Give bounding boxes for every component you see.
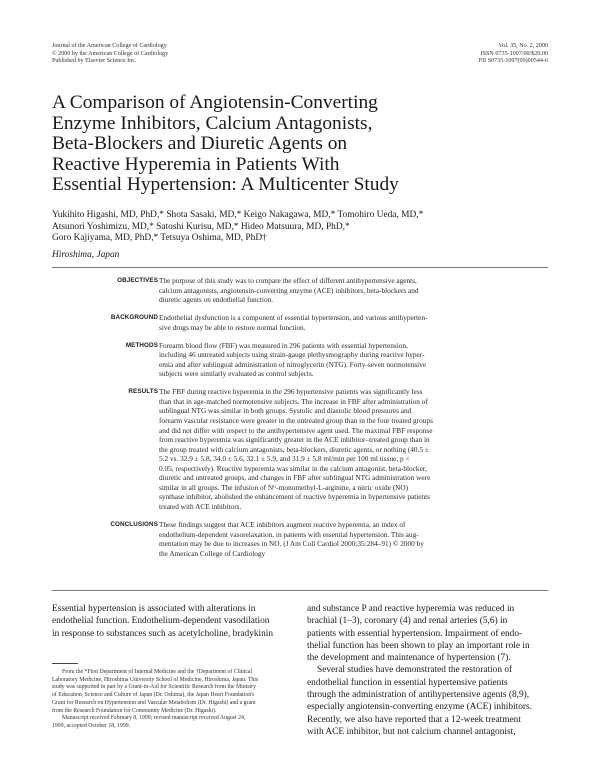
abstract-line: than that in age-matched normotensive subjects. The increase in FBF after administration of: [159, 396, 428, 406]
abstract-line: the American College of Cardiology: [159, 548, 266, 558]
structured-abstract: [52, 276, 548, 567]
affiliation-footnote: [52, 669, 296, 731]
abstract-line: 0.05, respectively). Reactive hyperemia was similar in the calcium antagonist, beta-blocker,: [159, 463, 427, 473]
abstract-line: The purpose of this study was to compare the effect of different antihypertensive agents,: [159, 276, 417, 285]
body-line: brachial (1–3), coronary (4) and renal arteries (5,6) in: [307, 616, 508, 627]
title-line: Beta-Blockers and Diuretic Agents on: [52, 133, 348, 155]
body-line: patients with essential hypertension. Impairment of endo-: [307, 628, 523, 639]
journal-name: Journal of the American College of Cardiology: [52, 43, 167, 49]
abstract-line: The FBF during reactive hyperemia in the 296 hypertensive patients was significantly less: [159, 387, 423, 397]
section-body: [159, 276, 548, 305]
body-line: [307, 664, 548, 676]
body-line-text: Several studies have demonstrated the restoration of: [317, 665, 513, 676]
body-line: thelial function has been shown to play an important role in: [307, 640, 530, 651]
abstract-methods: [52, 341, 548, 379]
title-line: Reactive Hyperemia in Patients With: [52, 153, 340, 175]
abstract-line: emia and after sublingual administration of nitroglycerin (NTG). Forty-seven normotensive: [159, 359, 427, 369]
abstract-line: sive drugs may be able to restore normal function.: [159, 322, 306, 332]
body-line: especially angiotensin-converting enzyme (ACE) inhibitors.: [307, 702, 532, 713]
abstract-line: from reactive hyperemia was significantly greater in the ACE inhibitor–treated group than in: [159, 435, 430, 445]
footnote-line: [52, 669, 296, 677]
section-label: CONCLUSIONS: [110, 520, 158, 528]
section-label: OBJECTIVES: [117, 277, 158, 284]
abstract-line: 5.2 vs. 32.9 ± 5.8, 34.0 ± 5.6, 32.1 ± 5.9, and 31.9 ± 5.8 ml/min per 100 ml tissue, p <: [159, 454, 410, 464]
author-line: Yukihito Higashi, MD, PhD,* Shota Sasaki, MD,* Keigo Nakagawa, MD,* Tomohiro Ueda, MD,*: [52, 210, 424, 220]
footnote-line: Grant for Research on Hypertension and Vascular Metabolism (Dr. Higashi) and a grant: [52, 699, 256, 706]
abstract-line: and did not differ with respect to the antihypertensive agent used. The maximal FBF response: [159, 425, 433, 435]
abstract-objectives: [52, 276, 548, 305]
body-line: with ACE inhibitor, but not calcium channel antagonist,: [307, 726, 516, 737]
abstract-line: subjects were similarly evaluated as control subjects.: [159, 369, 314, 379]
abstract-background: [52, 313, 548, 332]
body-line: Recently, we also have reported that a 12-week treatment: [307, 714, 521, 725]
copyright-line: © 2000 by the American College of Cardiology: [52, 50, 169, 57]
abstract-line: sublingual NTG was similar in both groups. Systolic and diastolic blood pressures and: [159, 406, 412, 416]
body-column-right: [307, 603, 548, 738]
abstract-line: Forearm blood flow (FBF) was measured in 296 patients with essential hypertension,: [159, 340, 408, 350]
publisher-line: Published by Elsevier Science Inc.: [52, 58, 137, 65]
title-line: Essential Hypertension: A Multicenter Study: [52, 174, 399, 196]
issn: ISSN 0735-1097/00/$20.00: [480, 50, 548, 57]
abstract-line: mentation may be due to increases in NO. (J Am Coll Cardiol 2000;35:284–91) © 2000 by: [159, 539, 424, 549]
abstract-line: similar in all groups. The infusion of Nᴳ-monomethyl-L-arginine, a nitric oxide (NO): [159, 482, 409, 492]
abstract-line: synthase inhibitor, abolished the enhancement of reactive hyperemia in hypertensive patients: [159, 492, 431, 502]
author-line: Goro Kajiyama, MD, PhD,* Tetsuya Oshima, MD, PhD†: [52, 233, 267, 244]
abstract-line: endothelium-dependent vasorelaxation, in patients with essential hypertension. This aug-: [159, 529, 419, 539]
abstract-bottom-rule: [52, 590, 548, 591]
author-list: [52, 210, 562, 245]
abstract-top-rule: [52, 267, 548, 268]
body-line: in response to substances such as acetylcholine, bradykinin: [52, 628, 274, 639]
section-body: [159, 341, 548, 379]
footnote-rule: [52, 663, 78, 664]
footnote-line: from the Research Foundation for Community Medicine (Dr. Higashi).: [52, 707, 217, 714]
abstract-line: These findings suggest that ACE inhibitors augment reactive hyperemia, an index of: [159, 519, 406, 529]
footnote-line: [52, 715, 296, 723]
author-location: Hiroshima, Japan: [52, 250, 120, 260]
footnote-text: Manuscript received February 8, 1999; revised manuscript received August 24,: [62, 715, 246, 722]
footnote-line: of Education, Science and Culture of Japan (Dr. Oshima), the Japan Heart Foundation's: [52, 692, 255, 699]
title-line: A Comparison of Angiotensin-Converting: [52, 92, 378, 113]
body-line: endothelial function in essential hypertensive patients: [307, 677, 508, 688]
section-label: METHODS: [125, 341, 158, 349]
abstract-line: treated with ACE inhibitors.: [159, 502, 242, 511]
article-title: [52, 93, 552, 196]
abstract-line: including 46 untreated subjects using strain-gauge plethysmography during reactive hyper-: [159, 350, 425, 360]
section-body: [159, 520, 548, 558]
abstract-line: diuretic and untreated groups, and changes in FBF after sublingual NTG administration were: [159, 473, 431, 483]
title-line: Enzyme Inhibitors, Calcium Antagonists,: [52, 112, 373, 134]
abstract-line: Endothelial dysfunction is a component of essential hypertension, and various antihyperten-: [159, 313, 428, 323]
section-body: [159, 313, 548, 332]
footnote-line: study was supported in part by a Grant-in-Aid for Scientific Research from the Ministry: [52, 684, 256, 691]
footnote-text: From the *First Department of Internal Medicine and the †Department of Clinical: [62, 669, 253, 675]
body-column-left: [52, 603, 293, 640]
body-line: the development and maintenance of hypertension (7).: [307, 653, 511, 664]
footnote-line: 1999, accepted October 18, 1999.: [52, 722, 131, 729]
section-label: BACKGROUND: [110, 314, 158, 322]
abstract-line: diuretic agents on endothelial function.: [159, 295, 274, 305]
author-line: Atsunori Yoshimizu, MD,* Satoshi Kurisu, MD,* Hideo Matsuura, MD, PhD,*: [52, 221, 350, 232]
abstract-results: [52, 387, 548, 511]
body-line: through the administration of antihypertensive agents (8,9),: [307, 690, 530, 701]
pii: PII S0735-1097(99)00544-6: [478, 58, 548, 65]
body-line: Essential hypertension is associated with alterations in: [52, 604, 256, 614]
journal-header-right: [479, 43, 548, 66]
abstract-line: calcium antagonists, angiotensin-converting enzyme (ACE) inhibitors, beta-blockers and: [159, 285, 419, 295]
footnote-line: Laboratory Medicine, Hiroshima University School of Medicine, Hiroshima, Japan. This: [52, 676, 259, 683]
abstract-line: the group treated with calcium antagonists, beta-blockers, diuretic agents, or nothing (40.5 ±: [159, 444, 429, 454]
abstract-conclusions: [52, 520, 548, 558]
volume-issue: Vol. 35, No. 2, 2000: [498, 43, 548, 49]
journal-header-left: [52, 43, 168, 66]
body-line: endothelial function. Endothelium-dependent vasodilation: [52, 616, 270, 627]
body-line: and substance P and reactive hyperemia was reduced in: [307, 604, 515, 614]
section-body: [159, 387, 548, 511]
section-label: RESULTS: [128, 388, 158, 396]
abstract-line: forearm vascular resistance were greater in the untreated group than in the four treated groups: [159, 415, 433, 425]
